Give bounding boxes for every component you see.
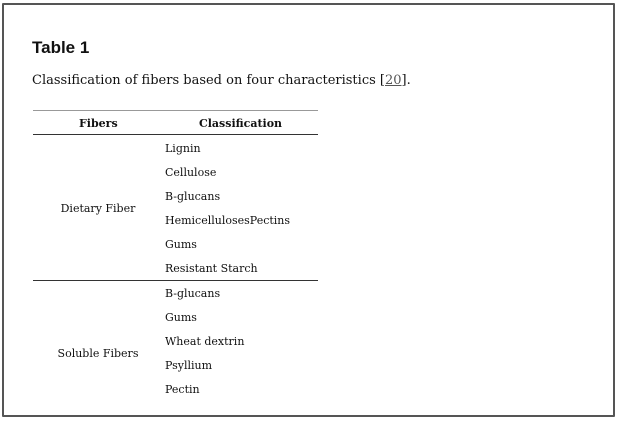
reference-link[interactable]: 20 — [384, 73, 402, 88]
table-cell: Psyllium — [165, 359, 213, 372]
table-header-rule — [33, 134, 318, 135]
table-top-rule — [33, 110, 318, 111]
table-cell: Resistant Starch — [165, 262, 258, 275]
table-cell: Pectin — [165, 383, 200, 396]
header-fibers: Fibers — [79, 117, 118, 130]
table-title: Table 1 — [32, 38, 90, 57]
table-cell: Cellulose — [165, 166, 217, 179]
group-name-soluble-fibers: Soluble Fibers — [57, 347, 139, 360]
table-cell: B-glucans — [165, 190, 221, 203]
caption-text: Classification of fibers based on four characteristics [ — [32, 73, 385, 88]
table-cell: Lignin — [165, 142, 201, 155]
group-divider-rule — [33, 280, 318, 281]
table-cell: Gums — [165, 238, 197, 251]
table-cell: HemicellulosesPectins — [165, 214, 291, 227]
table-cell: Wheat dextrin — [165, 335, 245, 348]
group-name-dietary-fiber: Dietary Fiber — [60, 202, 136, 215]
table-caption — [32, 73, 411, 88]
caption-end: ]. — [401, 73, 411, 88]
table-cell: Gums — [165, 311, 197, 324]
header-classification: Classification — [199, 117, 283, 130]
table-cell: B-glucans — [165, 287, 221, 300]
